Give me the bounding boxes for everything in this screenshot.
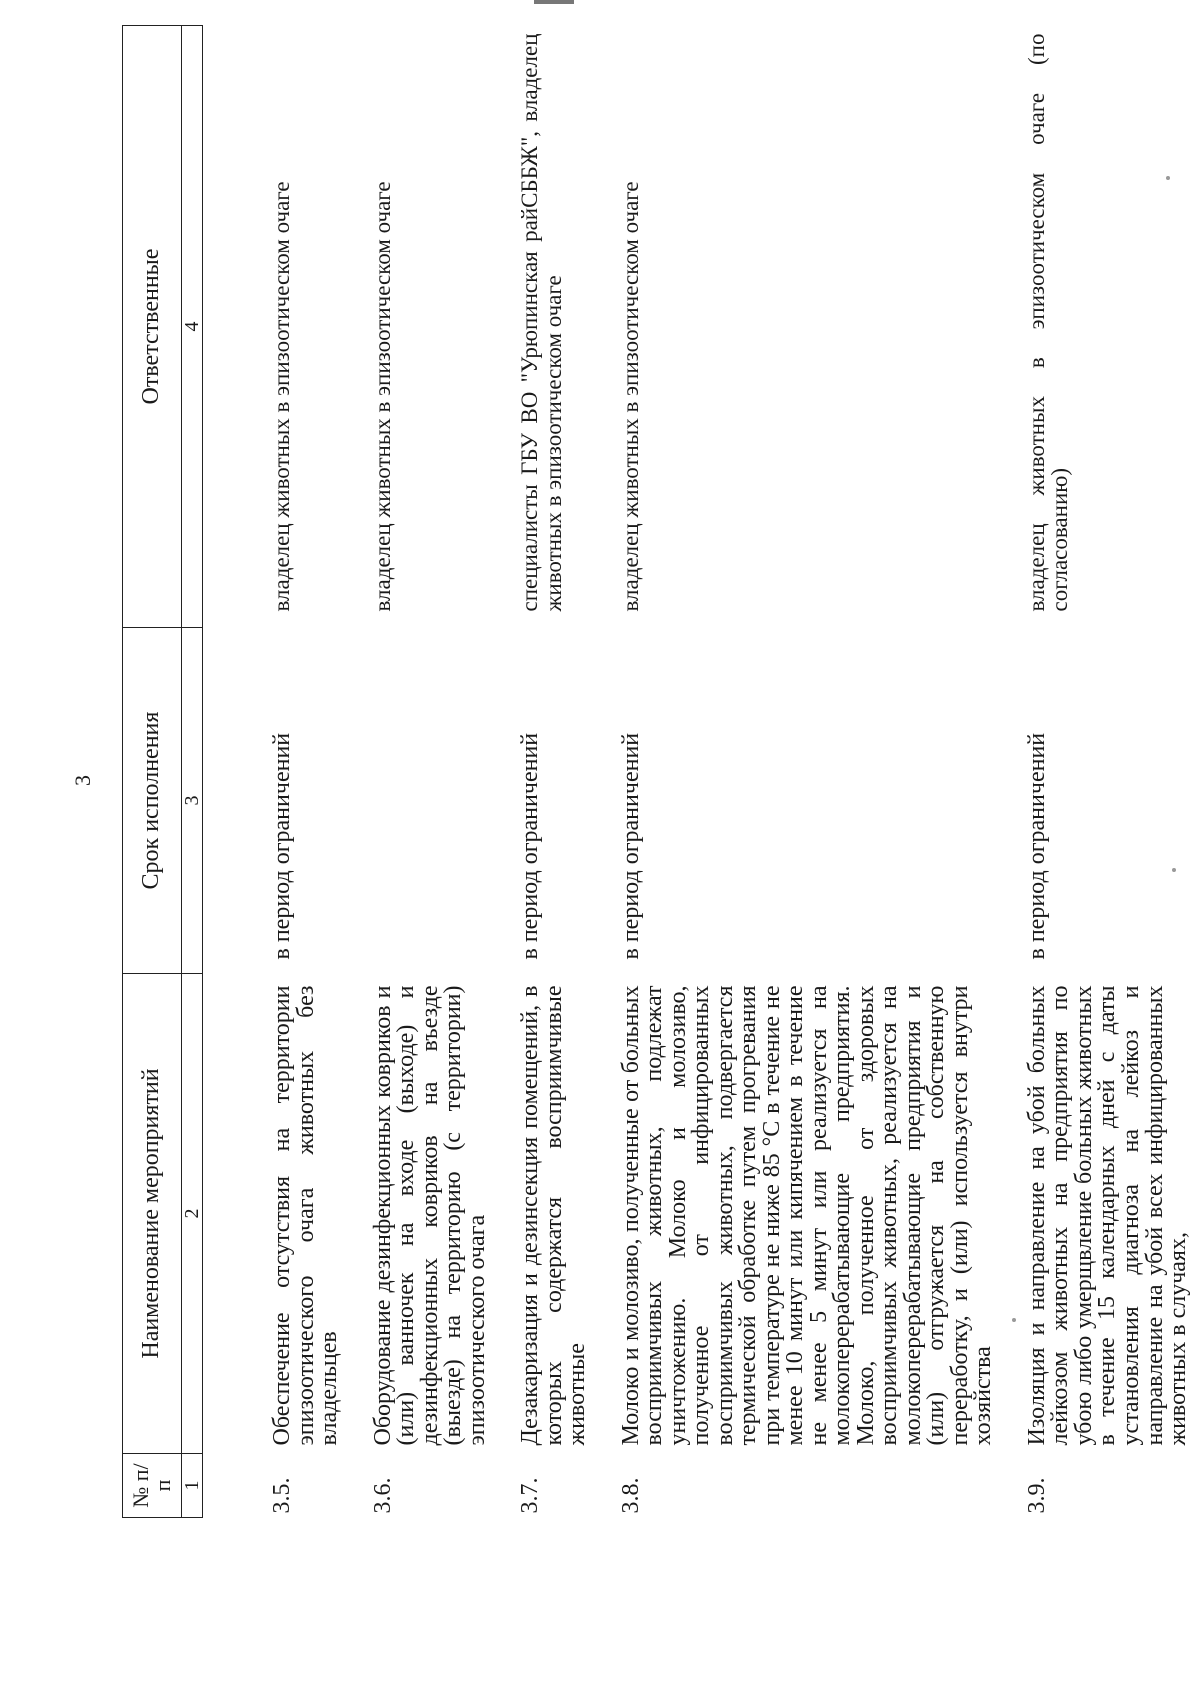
row-term: в период ограничений — [617, 732, 644, 960]
table-header-row — [123, 26, 182, 1518]
row-term: в период ограничений — [517, 732, 544, 960]
row-action: Изоляция и направление на убой больных лейкозом животных на предприятия по убою либо умерщвление больных животных в течение 15 календарных дней с даты установления диагноза на лейкоз и направление на убой всех инфицированных животных в случаях, — [1023, 985, 1192, 1446]
header-responsible: Ответственные — [123, 26, 182, 628]
row-responsible-cell — [369, 26, 520, 628]
row-responsible: специалисты ГБУ ВО "Урюпинская райСББЖ", владелец животных в эпизоотическом очаге — [517, 33, 566, 612]
row-term: в период ограничений — [269, 732, 295, 960]
column-index: 3 — [182, 628, 203, 974]
column-index: 4 — [182, 26, 203, 628]
table-row — [372, 26, 520, 1518]
page-number: 3 — [70, 775, 95, 786]
row-responsible-cell — [271, 26, 372, 628]
table-row — [1026, 26, 1200, 1518]
table-row — [519, 26, 620, 1518]
row-term — [372, 628, 520, 974]
row-responsible-cell — [617, 26, 1026, 628]
column-index: 1 — [182, 1454, 203, 1518]
row-responsible-cell — [1023, 26, 1200, 628]
row-number: 3.7. — [517, 1477, 544, 1514]
column-index-row — [182, 26, 203, 1518]
column-index: 2 — [182, 974, 203, 1454]
row-action: Дезакаризация и дезинсекция помещений, в которых содержатся восприимчивые животные — [517, 985, 591, 1446]
row-number: 3.6. — [369, 1477, 396, 1514]
row-number: 3.9. — [1023, 1477, 1050, 1514]
header-term: Срок исполнения — [123, 628, 182, 974]
row-responsible: владелец животных в эпизоотическом очаге — [269, 181, 294, 612]
row-number: 3.5. — [269, 1477, 295, 1514]
header-num: № п/п — [123, 1454, 182, 1518]
row-term: в период ограничений — [1023, 732, 1050, 960]
row-responsible: владелец животных в эпизоотическом очаге (по согласованию) — [1023, 33, 1073, 612]
row-number: 3.8. — [617, 1477, 644, 1514]
table-row — [271, 26, 372, 1518]
measures-table — [122, 25, 1200, 1518]
header-action: Наименование мероприятий — [123, 974, 182, 1454]
row-responsible: владелец животных в эпизоотическом очаге — [369, 181, 395, 612]
row-action: Молоко и молозиво, полученные от больных восприимчивых животных, подлежат уничтожению. Молоко и молозиво, полученное от инфицированных восприимчивых животных, подвергается термической обработке путем прогревания при температуре не ниже 85 °С в течение не менее 10 минут или кипячением в течение не менее 5 минут или реализуется на молокоперерабатывающие предприятия. Молоко, полученное от здоровых восприимчивых животных, реализуется на молокоперерабатывающие предприятия и (или) отгружается на собственную переработку, и (или) используется внутри хозяйства — [617, 985, 997, 1446]
table-row — [620, 26, 1026, 1518]
row-action: Оборудование дезинфекционных ковриков и (или) ванночек на входе (выходе) и дезинфекционных ковриков на въезде (выезде) на территорию (с территории) эпизоотического очага — [369, 985, 490, 1446]
row-responsible: владелец животных в эпизоотическом очаге — [617, 181, 643, 612]
row-responsible-cell — [519, 26, 620, 628]
row-action: Обеспечение отсутствия на территории эпизоотического очага животных без владельцев — [269, 985, 343, 1446]
table-spacer — [203, 26, 272, 1518]
